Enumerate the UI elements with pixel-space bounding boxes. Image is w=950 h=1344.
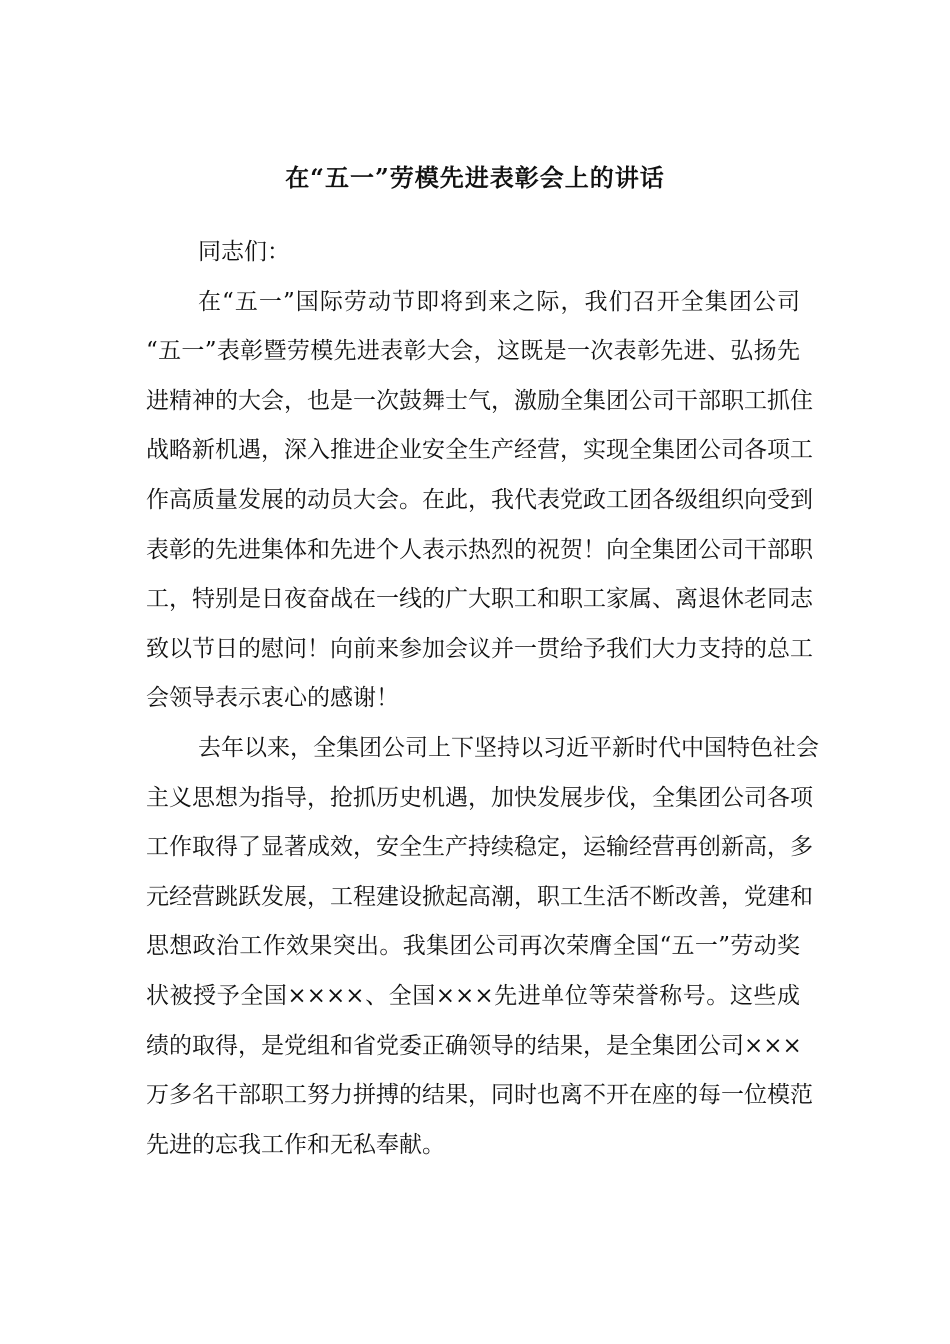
paragraphs — [146, 284, 819, 1177]
paragraph-line: 在“五一”国际劳动节即将到来之际，我们召开全集团公司 — [198, 288, 800, 315]
paragraph-line: 战略新机遇，深入推进企业安全生产经营，实现全集团公司各项工 — [146, 437, 813, 464]
paragraph-line: 会领导表示衷心的感谢！ — [146, 685, 399, 712]
paragraph-line: 去年以来，全集团公司上下坚持以习近平新时代中国特色社会 — [198, 734, 819, 761]
paragraph-line: 万多名干部职工努力拼搏的结果，同时也离不开在座的每一位模范 — [146, 1082, 813, 1109]
salutation: 同志们： — [198, 239, 290, 265]
paragraph-line: 表彰的先进集体和先进个人表示热烈的祝贺！向全集团公司干部职 — [146, 536, 813, 563]
paragraph-line: 思想政治工作效果突出。我集团公司再次荣膺全国“五一”劳动奖 — [146, 933, 800, 960]
document-title: 在“五一”劳模先进表彰会上的讲话 — [285, 163, 665, 192]
document-body — [146, 234, 819, 1176]
paragraph-line: 作高质量发展的动员大会。在此，我代表党政工团各级组织向受到 — [146, 486, 813, 513]
paragraph — [146, 730, 819, 1176]
paragraph-line: 先进的忘我工作和无私奉献。 — [146, 1131, 445, 1158]
paragraph — [146, 284, 813, 730]
paragraph-line: 元经营跳跃发展，工程建设掀起高潮，职工生活不断改善，党建和 — [146, 883, 813, 910]
paragraph-line: 主义思想为指导，抢抓历史机遇，加快发展步伐，全集团公司各项 — [146, 784, 813, 811]
paragraph-line: 状被授予全国××××、全国×××先进单位等荣誉称号。这些成 — [146, 982, 800, 1009]
paragraph-line: “五一”表彰暨劳模先进表彰大会，这既是一次表彰先进、弘扬先 — [146, 338, 800, 365]
paragraph-line: 进精神的大会，也是一次鼓舞士气，激励全集团公司干部职工抓住 — [146, 387, 813, 414]
paragraph-line: 工，特别是日夜奋战在一线的广大职工和职工家属、离退休老同志 — [146, 586, 813, 613]
paragraph-line: 绩的取得，是党组和省党委正确领导的结果，是全集团公司××× — [146, 1032, 802, 1059]
paragraph-line: 工作取得了显著成效，安全生产持续稳定，运输经营再创新高，多 — [146, 834, 813, 861]
paragraph-line: 致以节日的慰问！向前来参加会议并一贯给予我们大力支持的总工 — [146, 635, 813, 662]
